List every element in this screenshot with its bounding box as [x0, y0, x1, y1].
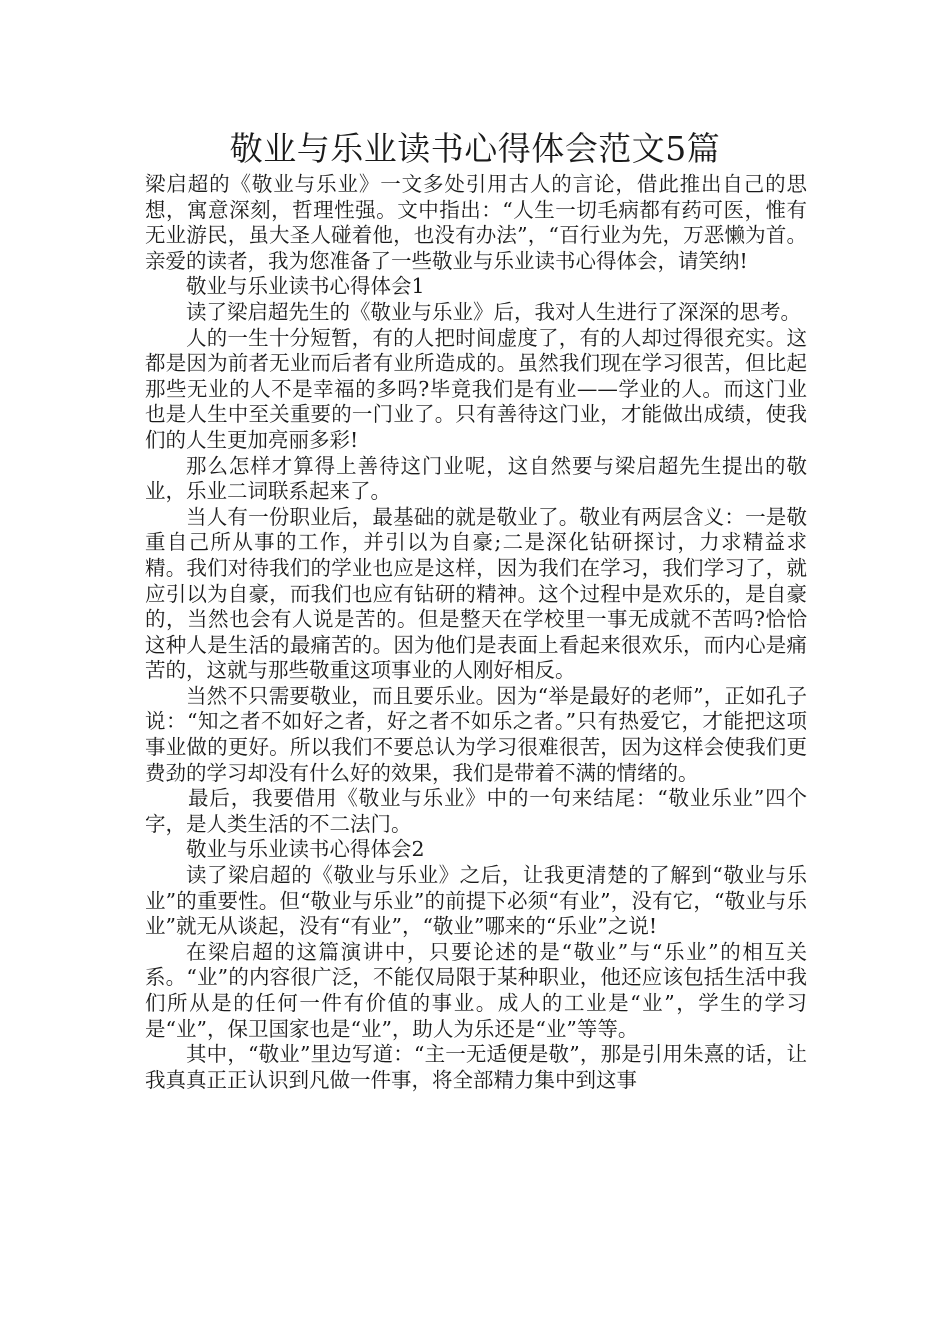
paragraph: 当人有一份职业后，最基础的就是敬业了。敬业有两层含义：一是敬重自己所从事的工作，并引以为自豪;二是深化钻研探讨，力求精益求精。我们对待我们的学业也应是这样，因为我们在学习，我们学习了，就应引以为自豪，而我们也应有钻研的精神。这个过程中是欢乐的，是自豪的，当然也会有人说是苦的。但是整天在学校里一事无成就不苦吗?恰恰这种人是生活的最痛苦的。因为他们是表面上看起来很欢乐，而内心是痛苦的，这就与那些敬重这项事业的人刚好相反。: [145, 504, 807, 683]
section-heading-1: 敬业与乐业读书心得体会1: [186, 274, 425, 299]
paragraph: 读了梁启超先生的《敬业与乐业》后，我对人生进行了深深的思考。: [186, 299, 801, 324]
paragraph: 那么怎样才算得上善待这门业呢，这自然要与梁启超先生提出的敬业，乐业二词联系起来了。: [145, 453, 807, 504]
document-title: 敬业与乐业读书心得体会范文5篇: [229, 129, 721, 168]
paragraph: 当然不只需要敬业，而且要乐业。因为“举是最好的老师”，正如孔子说：“知之者不如好之者，好之者不如乐之者。”只有热爱它，才能把这项事业做的更好。所以我们不要总认为学习很难很苦，因为这样会使我们更费劲的学习却没有什么好的效果，我们是带着不满的情绪的。: [145, 683, 807, 785]
paragraph: 人的一生十分短暂，有的人把时间虚度了，有的人却过得很充实。这都是因为前者无业而后者有业所造成的。虽然我们现在学习很苦，但比起那些无业的人不是幸福的多吗?毕竟我们是有业——学业的人。而这门业也是人生中至关重要的一门业了。只有善待这门业，才能做出成绩，使我们的人生更加亮丽多彩!: [145, 325, 807, 452]
paragraph: 其中，“敬业”里边写道：“主一无适便是敬”，那是引用朱熹的话，让我真真正正认识到凡做一件事，将全部精力集中到这事: [145, 1042, 807, 1092]
paragraph: 在梁启超的这篇演讲中，只要论述的是“敬业”与“乐业”的相互关系。“业”的内容很广泛，不能仅局限于某种职业，他还应该包括生活中我们所从是的任何一件有价值的事业。成人的工业是“业”，学生的学习是“业”，保卫国家也是“业”，助人为乐还是“业”等等。: [145, 939, 807, 1041]
section-heading-2: 敬业与乐业读书心得体会2: [186, 837, 425, 862]
intro-paragraph: 梁启超的《敬业与乐业》一文多处引用古人的言论，借此推出自己的思想，寓意深刻，哲理性强。文中指出：“人生一切毛病都有药可医，惟有无业游民，虽大圣人碰着他，也没有办法”，“百行业为先，万恶懒为首。亲爱的读者，我为您准备了一些敬业与乐业读书心得体会，请笑纳!: [145, 172, 807, 273]
paragraph: 读了梁启超的《敬业与乐业》之后，让我更清楚的了解到“敬业与乐业”的重要性。但“敬业与乐业”的前提下必须“有业”，没有它，“敬业与乐业”就无从谈起，没有“有业”，“敬业”哪来的“乐业”之说!: [145, 863, 807, 939]
paragraph: 最后，我要借用《敬业与乐业》中的一句来结尾：“敬业乐业”四个字，是人类生活的不二法门。: [145, 786, 807, 836]
document-body: [145, 172, 807, 1093]
